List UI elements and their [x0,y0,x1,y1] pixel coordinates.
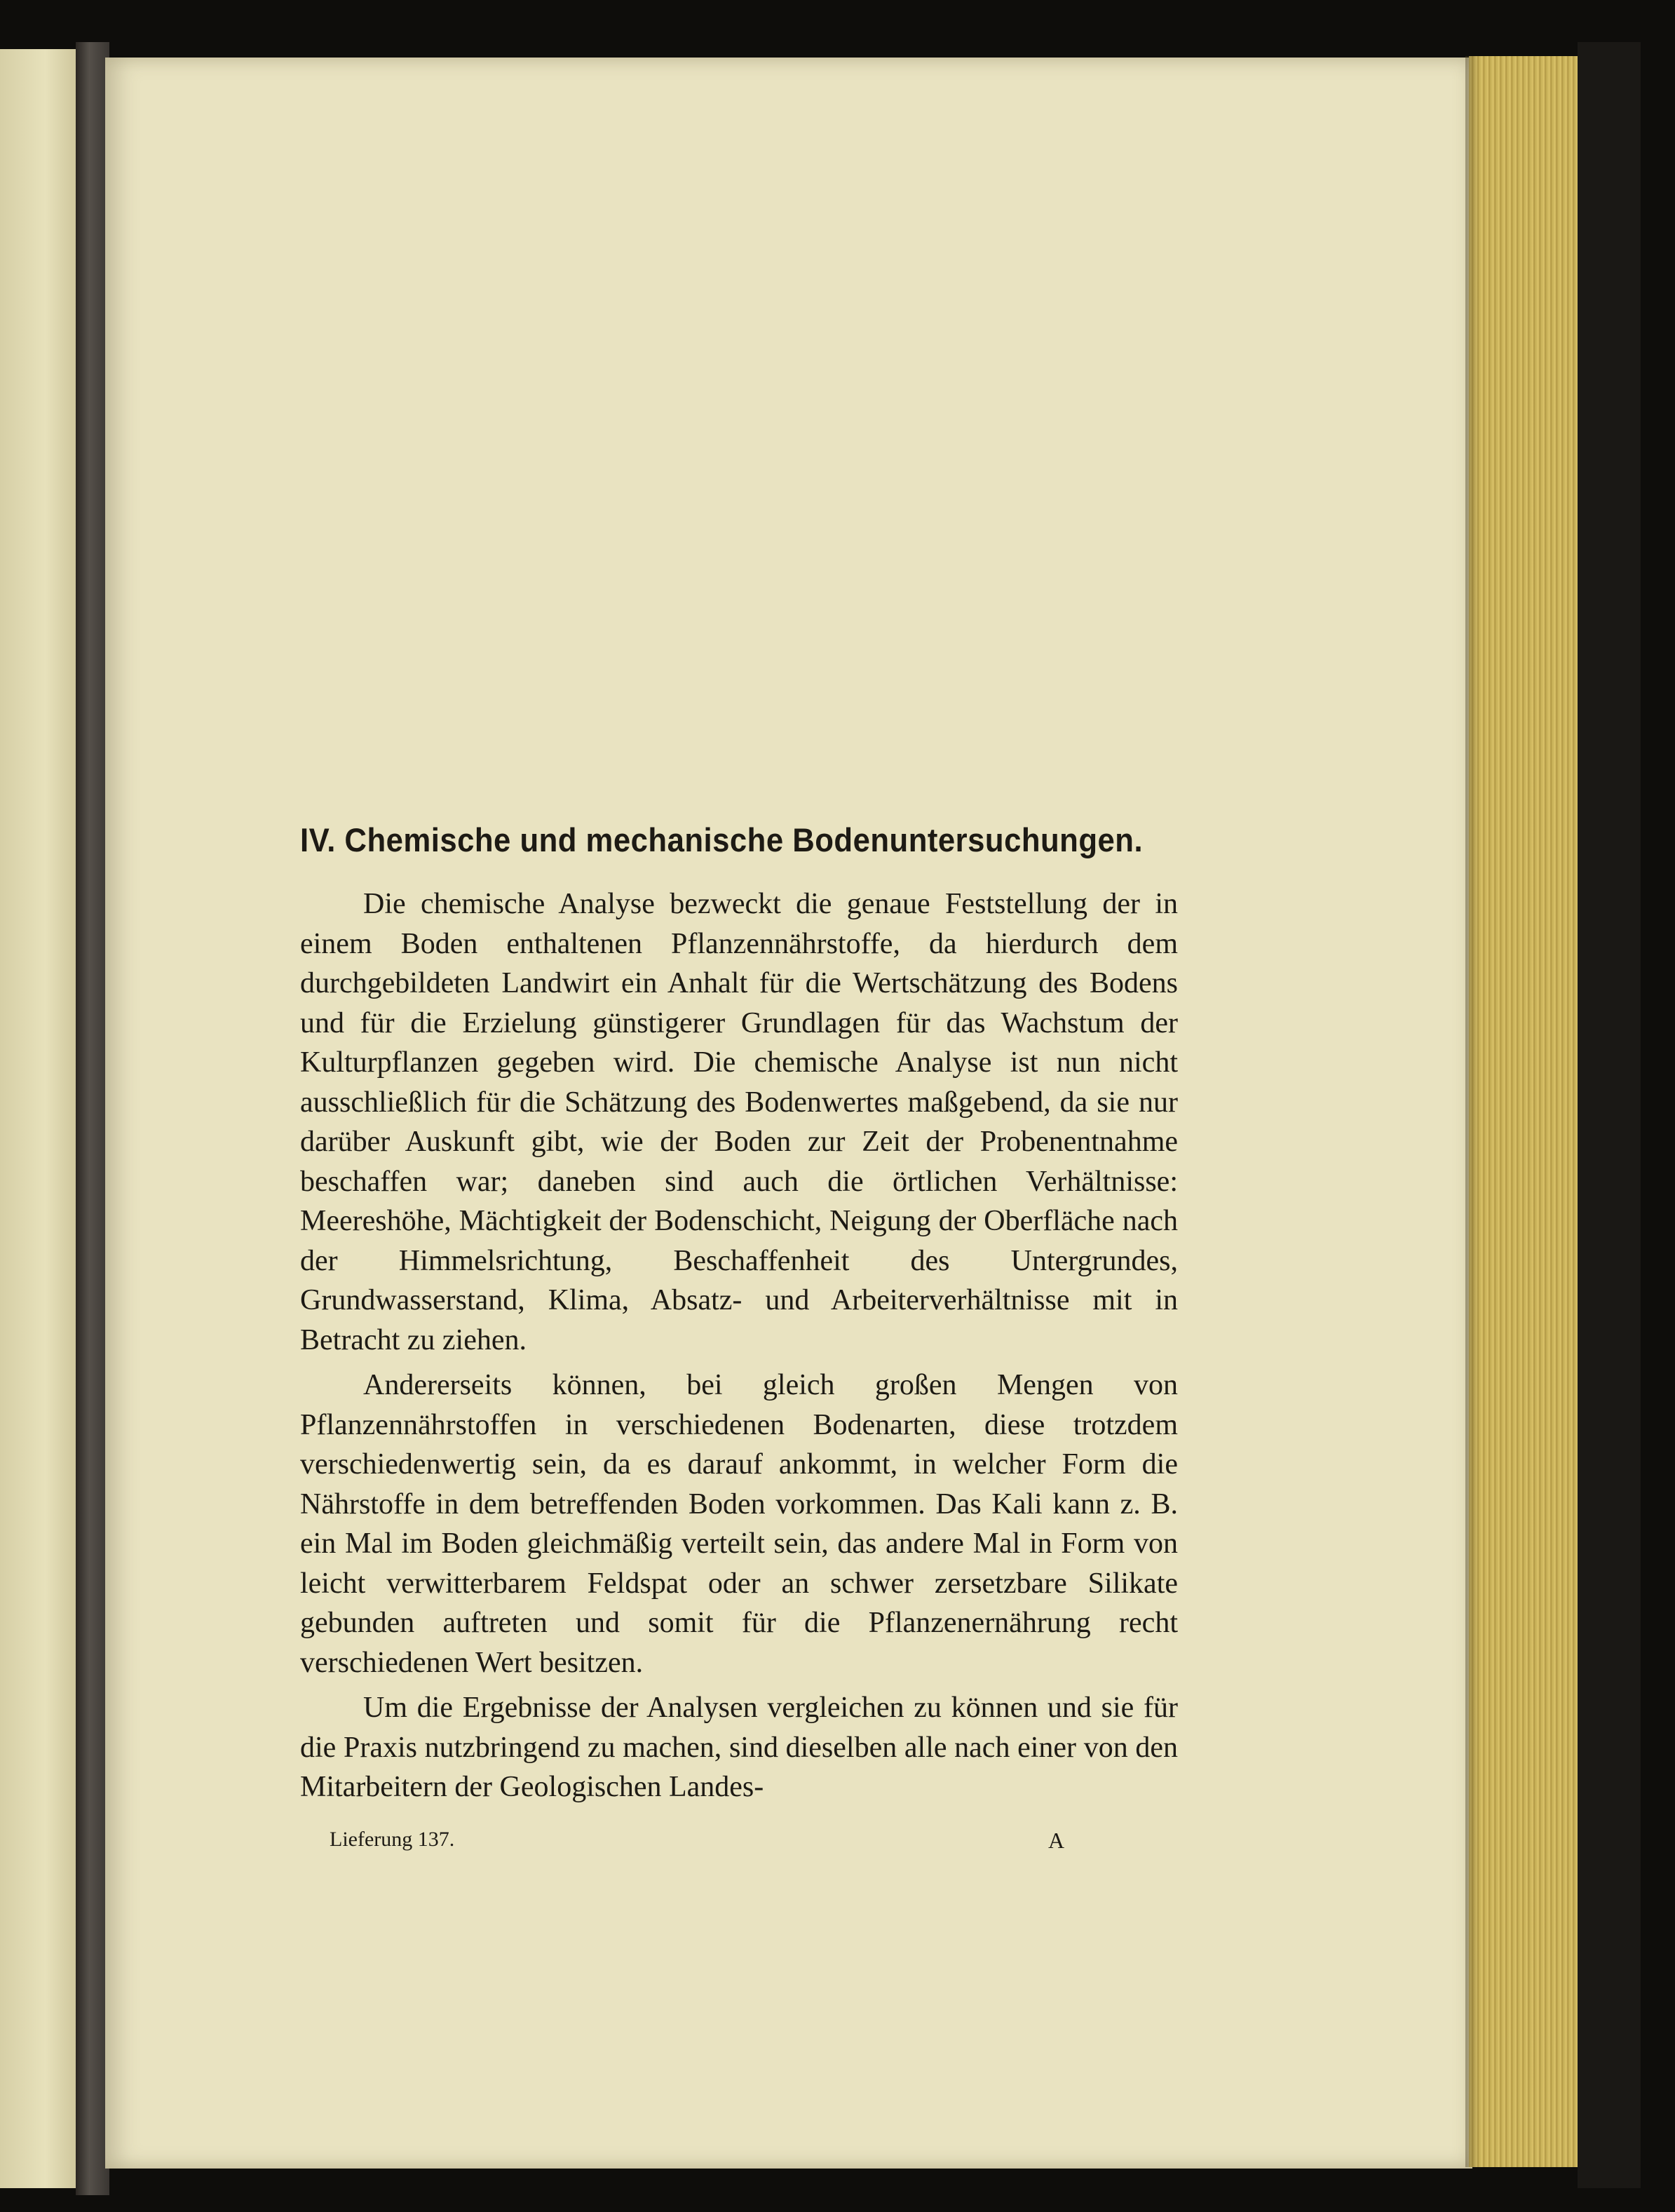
section-heading: IV. Chemische und mechanische Bodenuntersuchungen. [300,821,1144,858]
paragraph-3: Um die Ergebnisse der Analysen vergleichen zu können und sie für die Praxis nutzbringend zu machen, sind dieselben alle nach einer von den Mitarbeitern der Geologischen Landes- [300,1692,1178,1803]
footer-signature: Lieferung 137. [330,1828,455,1851]
paragraph-1: Die chemische Analyse bezweckt die genaue Feststellung der in einem Boden enthaltenen Pflanzennährstoffe, da hierdurch dem durchgebildeten Landwirt ein Anhalt für die Wertschätzung des Bodens und für die Erzielung günstigerer Grundlagen für das Wachstum der Kulturpflanzen gegeben wird. Die chemische Analyse ist nun nicht ausschließlich für die Schätzung des Bodenwertes maßgebend, da sie nur darüber Auskunft gibt, wie der Boden zur Zeit der Probenentnahme beschaffen war; daneben sind auch die örtlichen Verhältnisse: Meereshöhe, Mächtigkeit der Bodenschicht, Neigung der Oberfläche nach der Himmelsrichtung, Beschaffenheit des Untergrundes, Grundwasserstand, Klima, Absatz- und Arbeiterverhältnisse mit in Betracht zu ziehen. [300,888,1178,1356]
page-content [300,821,1178,1813]
paragraph-2: Andererseits können, bei gleich großen Mengen von Pflanzennährstoffen in verschiedenen Bodenarten, diese trotzdem verschiedenwertig sein, da es darauf ankommt, in welcher Form die Nährstoffe in dem betreffenden Boden vorkommen. Das Kali kann z. B. ein Mal im Boden gleichmäßig verteilt sein, das andere Mal in Form von leicht verwitterbarem Feldspat oder an schwer zersetzbare Silikate gebunden auftreten und somit für die Pflanzenernährung recht verschiedenen Wert besitzen. [300,1369,1178,1679]
page-edges-stack [1469,56,1578,2167]
left-page-edge [0,49,76,2188]
book-gutter [76,42,109,2195]
footer-sheet-mark: A [1048,1828,1065,1853]
page-edge-shadow [1465,56,1479,2167]
book-cover-edge [1578,42,1641,2188]
